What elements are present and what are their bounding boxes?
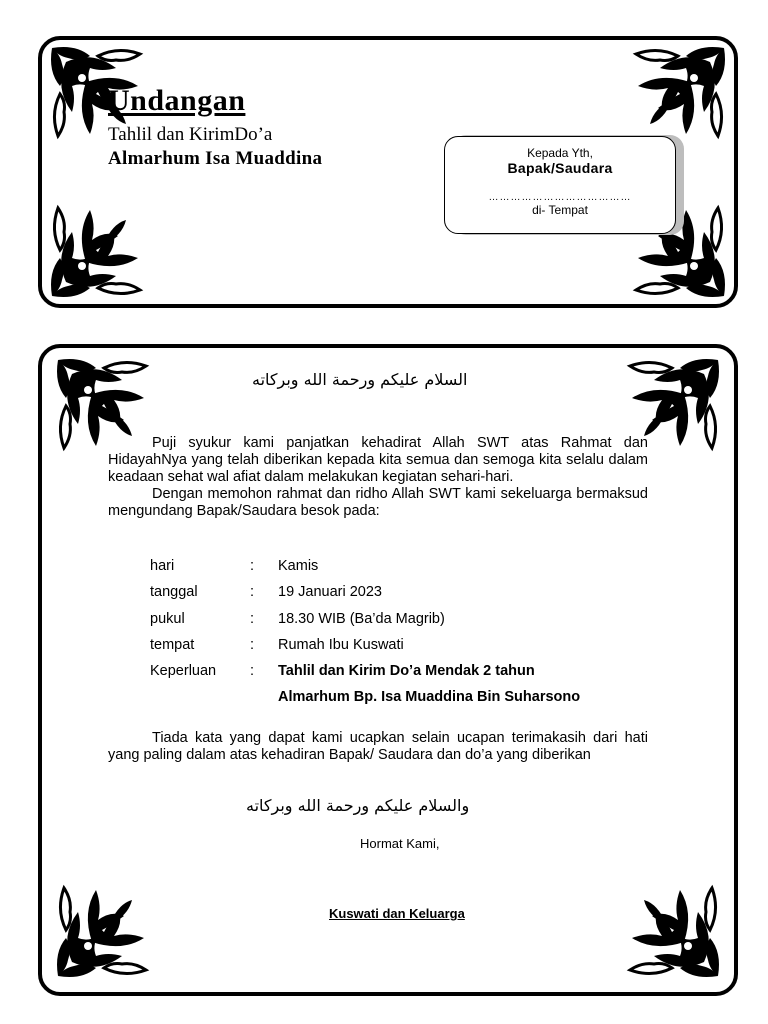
regards-text: Hormat Kami,: [360, 836, 440, 851]
address-recipient-label: Kepada Yth,: [527, 146, 593, 160]
paragraph-thanks: [108, 730, 648, 764]
corner-ornament-icon: [46, 202, 146, 302]
detail-value: Kamis: [278, 558, 319, 574]
closing-arabic: والسلام عليكم ورحمة الله وبركاته: [246, 796, 470, 815]
detail-value: Tahlil dan Kirim Do’a Mendak 2 tahun: [278, 663, 535, 679]
detail-label: tempat: [150, 637, 195, 653]
detail-label: hari: [150, 558, 175, 574]
corner-ornament-icon: [52, 882, 152, 982]
detail-colon: :: [250, 584, 255, 600]
paragraph-invitation-text: Dengan memohon rahmat dan ridho Allah SWT kami sekeluarga bermaksud mengundang Bapak/Saudara besok pada:: [108, 486, 648, 519]
signature: Kuswati dan Keluarga: [329, 906, 465, 921]
address-dotted-line: …………………………………: [488, 192, 632, 203]
detail-label: Keperluan: [150, 663, 217, 679]
detail-value: 18.30 WIB (Ba’da Magrib): [278, 611, 445, 627]
address-recipient: Bapak/Saudara: [507, 160, 613, 176]
deceased-name: Almarhum Isa Muaddina: [108, 148, 323, 169]
invitation-title: Undangan: [108, 84, 246, 117]
detail-value-continued: Almarhum Bp. Isa Muaddina Bin Suharsono: [278, 689, 581, 705]
corner-ornament-icon: [624, 882, 724, 982]
invitation-subtitle: Tahlil dan KirimDo’a: [108, 124, 273, 145]
address-box: [444, 136, 676, 234]
detail-colon: :: [250, 663, 255, 679]
detail-colon: :: [250, 637, 255, 653]
paragraph-opening-text: Puji syukur kami panjatkan kehadirat Allah SWT atas Rahmat dan HidayahNya yang telah diberikan kepada kita semua dan semoga kita selalu dalam keadaan sehat wal afiat dalam melakukan kegiatan sehari-hari.: [108, 435, 648, 485]
detail-value: Rumah Ibu Kuswati: [278, 637, 404, 653]
paragraph-thanks-text: Tiada kata yang dapat kami ucapkan selain ucapan terimakasih dari hati yang paling dalam atas kehadiran Bapak/ Saudara dan do’a yang diberikan: [108, 730, 648, 763]
corner-ornament-icon: [630, 42, 730, 142]
letter-card: [38, 344, 738, 996]
detail-value: 19 Januari 2023: [278, 584, 382, 600]
envelope-card: [38, 36, 738, 308]
greeting-arabic: السلام عليكم ورحمة الله وبركاته: [252, 370, 468, 389]
detail-label: pukul: [150, 611, 185, 627]
detail-label: tanggal: [150, 584, 198, 600]
detail-colon: :: [250, 611, 255, 627]
paragraph-opening: [108, 435, 648, 520]
address-place: di- Tempat: [532, 203, 588, 217]
detail-colon: :: [250, 558, 255, 574]
